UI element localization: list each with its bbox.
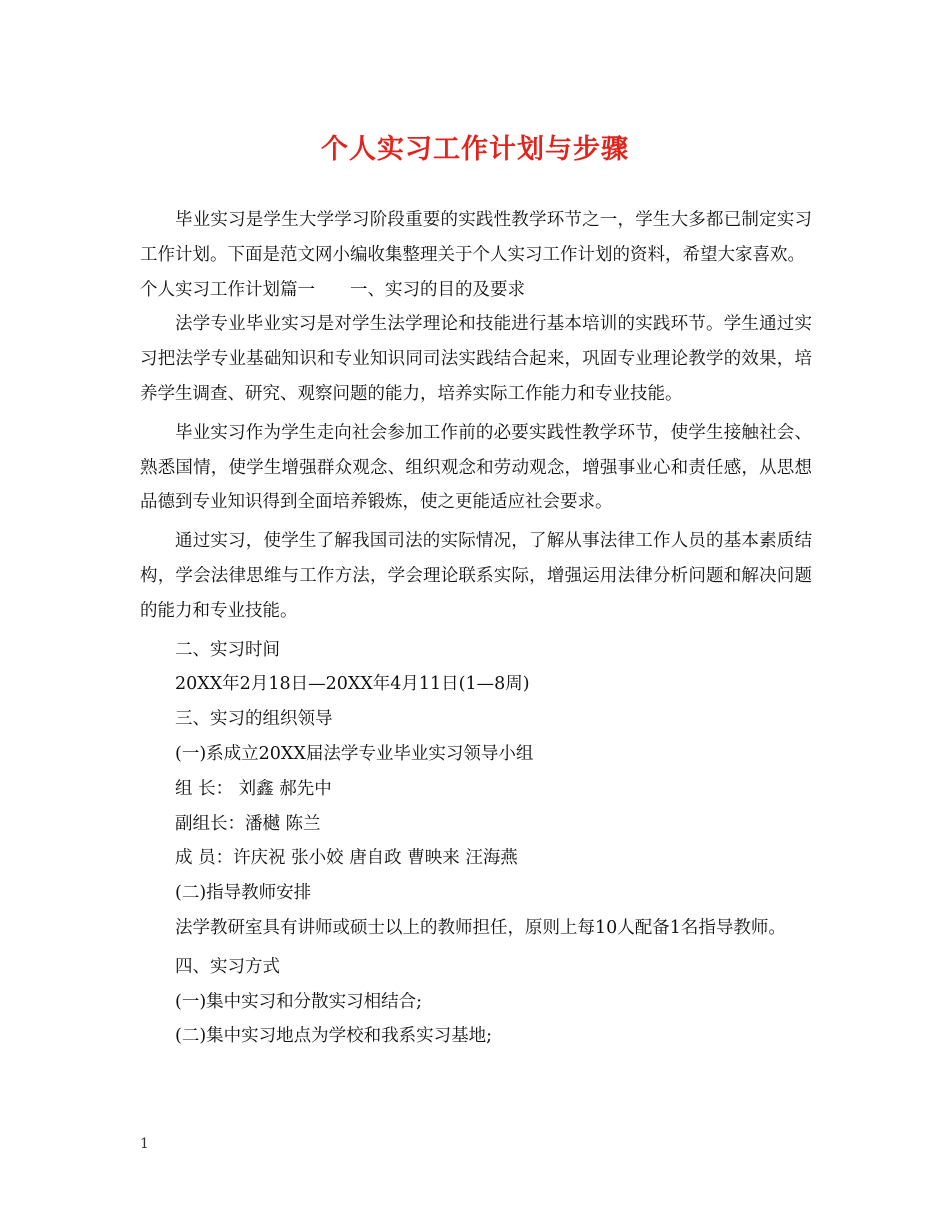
paragraph: (一)集中实习和分散实习相结合;	[175, 991, 423, 1012]
section-heading-plan-one: 个人实习工作计划篇一 一、实习的目的及要求	[140, 279, 525, 300]
paragraph: 法学教研室具有讲师或硕士以上的教师担任，原则上每10人配备1名指导教师。	[175, 917, 786, 938]
paragraph-members: 成 员：许庆祝 张小姣 唐自政 曹映来 汪海燕	[175, 848, 518, 869]
page-number: 1	[140, 1136, 149, 1152]
paragraph: 毕业实习作为学生走向社会参加工作前的必要实践性教学环节，使学生接触社会、熟悉国情，使学生增强群众观念、组织观念和劳动观念，增强事业心和责任感，从思想品德到专业知识得到全面培养锻炼，使之更能适应社会要求。	[140, 422, 812, 513]
paragraph-deputy-leader: 副组长：潘樾 陈兰	[175, 813, 321, 834]
paragraph: (二)指导教师安排	[175, 883, 312, 904]
document-title: 个人实习工作计划与步骤	[321, 134, 629, 165]
section-heading-time: 二、实习时间	[175, 639, 280, 660]
paragraph: 法学专业毕业实习是对学生法学理论和技能进行基本培训的实践环节。学生通过实习把法学专业基础知识和专业知识同司法实践结合起来，巩固专业理论教学的效果，培养学生调查、研究、观察问题的能力，培养实际工作能力和专业技能。	[140, 314, 812, 404]
paragraph-date-range: 20XX年2月18日—20XX年4月11日(1—8周)	[175, 674, 530, 695]
section-heading-method: 四、实习方式	[175, 956, 280, 977]
paragraph-leader: 组 长： 刘鑫 郝先中	[175, 778, 332, 799]
paragraph: (一)系成立20XX届法学专业毕业实习领导小组	[175, 743, 534, 764]
document-body	[140, 203, 812, 1054]
paragraph: 通过实习，使学生了解我国司法的实际情况，了解从事法律工作人员的基本素质结构，学会法律思维与工作方法，学会理论联系实际，增强运用法律分析问题和解决问题的能力和专业技能。	[140, 531, 812, 621]
section-heading-organization: 三、实习的组织领导	[175, 709, 333, 730]
paragraph-intro: 毕业实习是学生大学学习阶段重要的实践性教学环节之一，学生大多都已制定实习工作计划。下面是范文网小编收集整理关于个人实习工作计划的资料，希望大家喜欢。	[140, 210, 812, 265]
paragraph: (二)集中实习地点为学校和我系实习基地;	[175, 1026, 493, 1047]
